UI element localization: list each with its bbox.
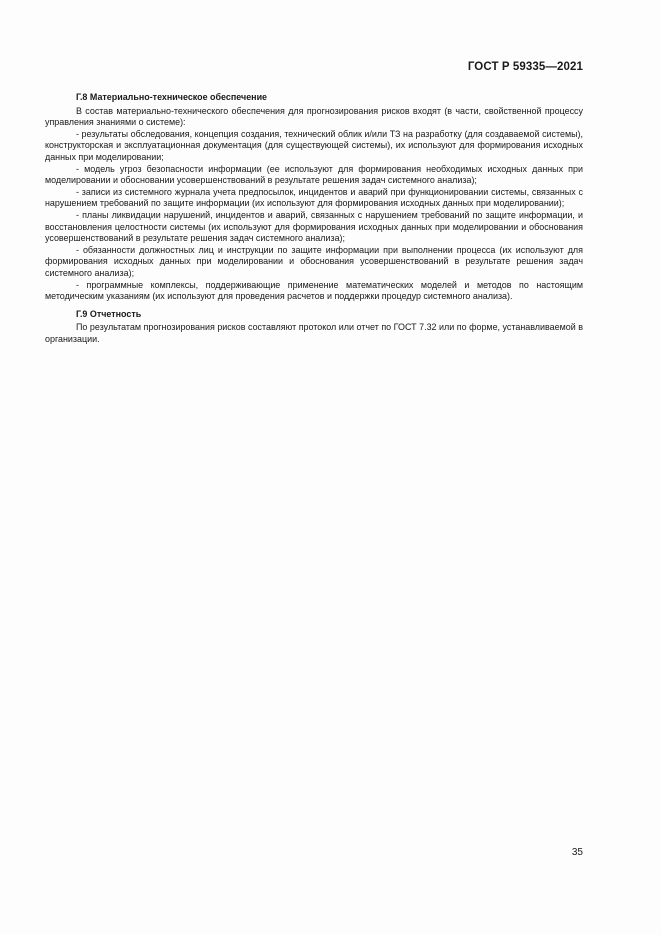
list-item-elimination-plans: - планы ликвидации нарушений, инцидентов и аварий, связанных с нарушением требований по защите информации, и восстановления целостности системы (их используют для формирования исходных данных при моделировании и обоснования усовершенствований в результате решения задач системного анализа); (45, 209, 583, 244)
section-heading-g8: Г.8 Материально-техническое обеспечение (76, 92, 268, 102)
list-item-responsibilities: - обязанности должностных лиц и инструкции по защите информации при выполнении процесса (их используют для формирования исходных данных при моделировании и обоснования усовершенствований в результате решения задач системного анализа); (45, 244, 583, 278)
list-item-journal-records: - записи из системного журнала учета предпосылок, инцидентов и аварий при функционировании системы, связанных с нарушением требований по защите информации (их используют для формирования исходных данных при моделировании); (45, 186, 583, 209)
list-item-software-complexes: - программные комплексы, поддерживающие применение математических моделей и методов по настоящим методическим указаниям (их используют для проведения расчетов и поддержки процедур системного анализа). (45, 279, 583, 302)
paragraph-g9-report: По результатам прогнозирования рисков составляют протокол или отчет по ГОСТ 7.32 или по форме, устанавливаемой в организации. (45, 322, 583, 344)
page-number: 35 (571, 847, 583, 858)
document-body (45, 92, 583, 345)
section-heading-g9: Г.9 Отчетность (76, 308, 142, 319)
list-item-survey-results: - результаты обследования, концепция создания, технический облик и/или ТЗ на разработку (для создаваемой системы), конструкторская и эксплуатационная документация (для существующей системы), их используют для формирования исходных данных при моделировании; (45, 128, 583, 162)
list-item-threat-model: - модель угроз безопасности информации (ее используют для формирования необходимых исходных данных при моделировании и обосновании усовершенствований в результате решения задач системного анализа); (45, 163, 583, 186)
paragraph-g8-intro: В состав материально-технического обеспечения для прогнозирования рисков входят (в части, свойственной процессу управления знаниями о системе): (45, 105, 583, 128)
document-header: ГОСТ Р 59335—2021 (467, 61, 583, 73)
